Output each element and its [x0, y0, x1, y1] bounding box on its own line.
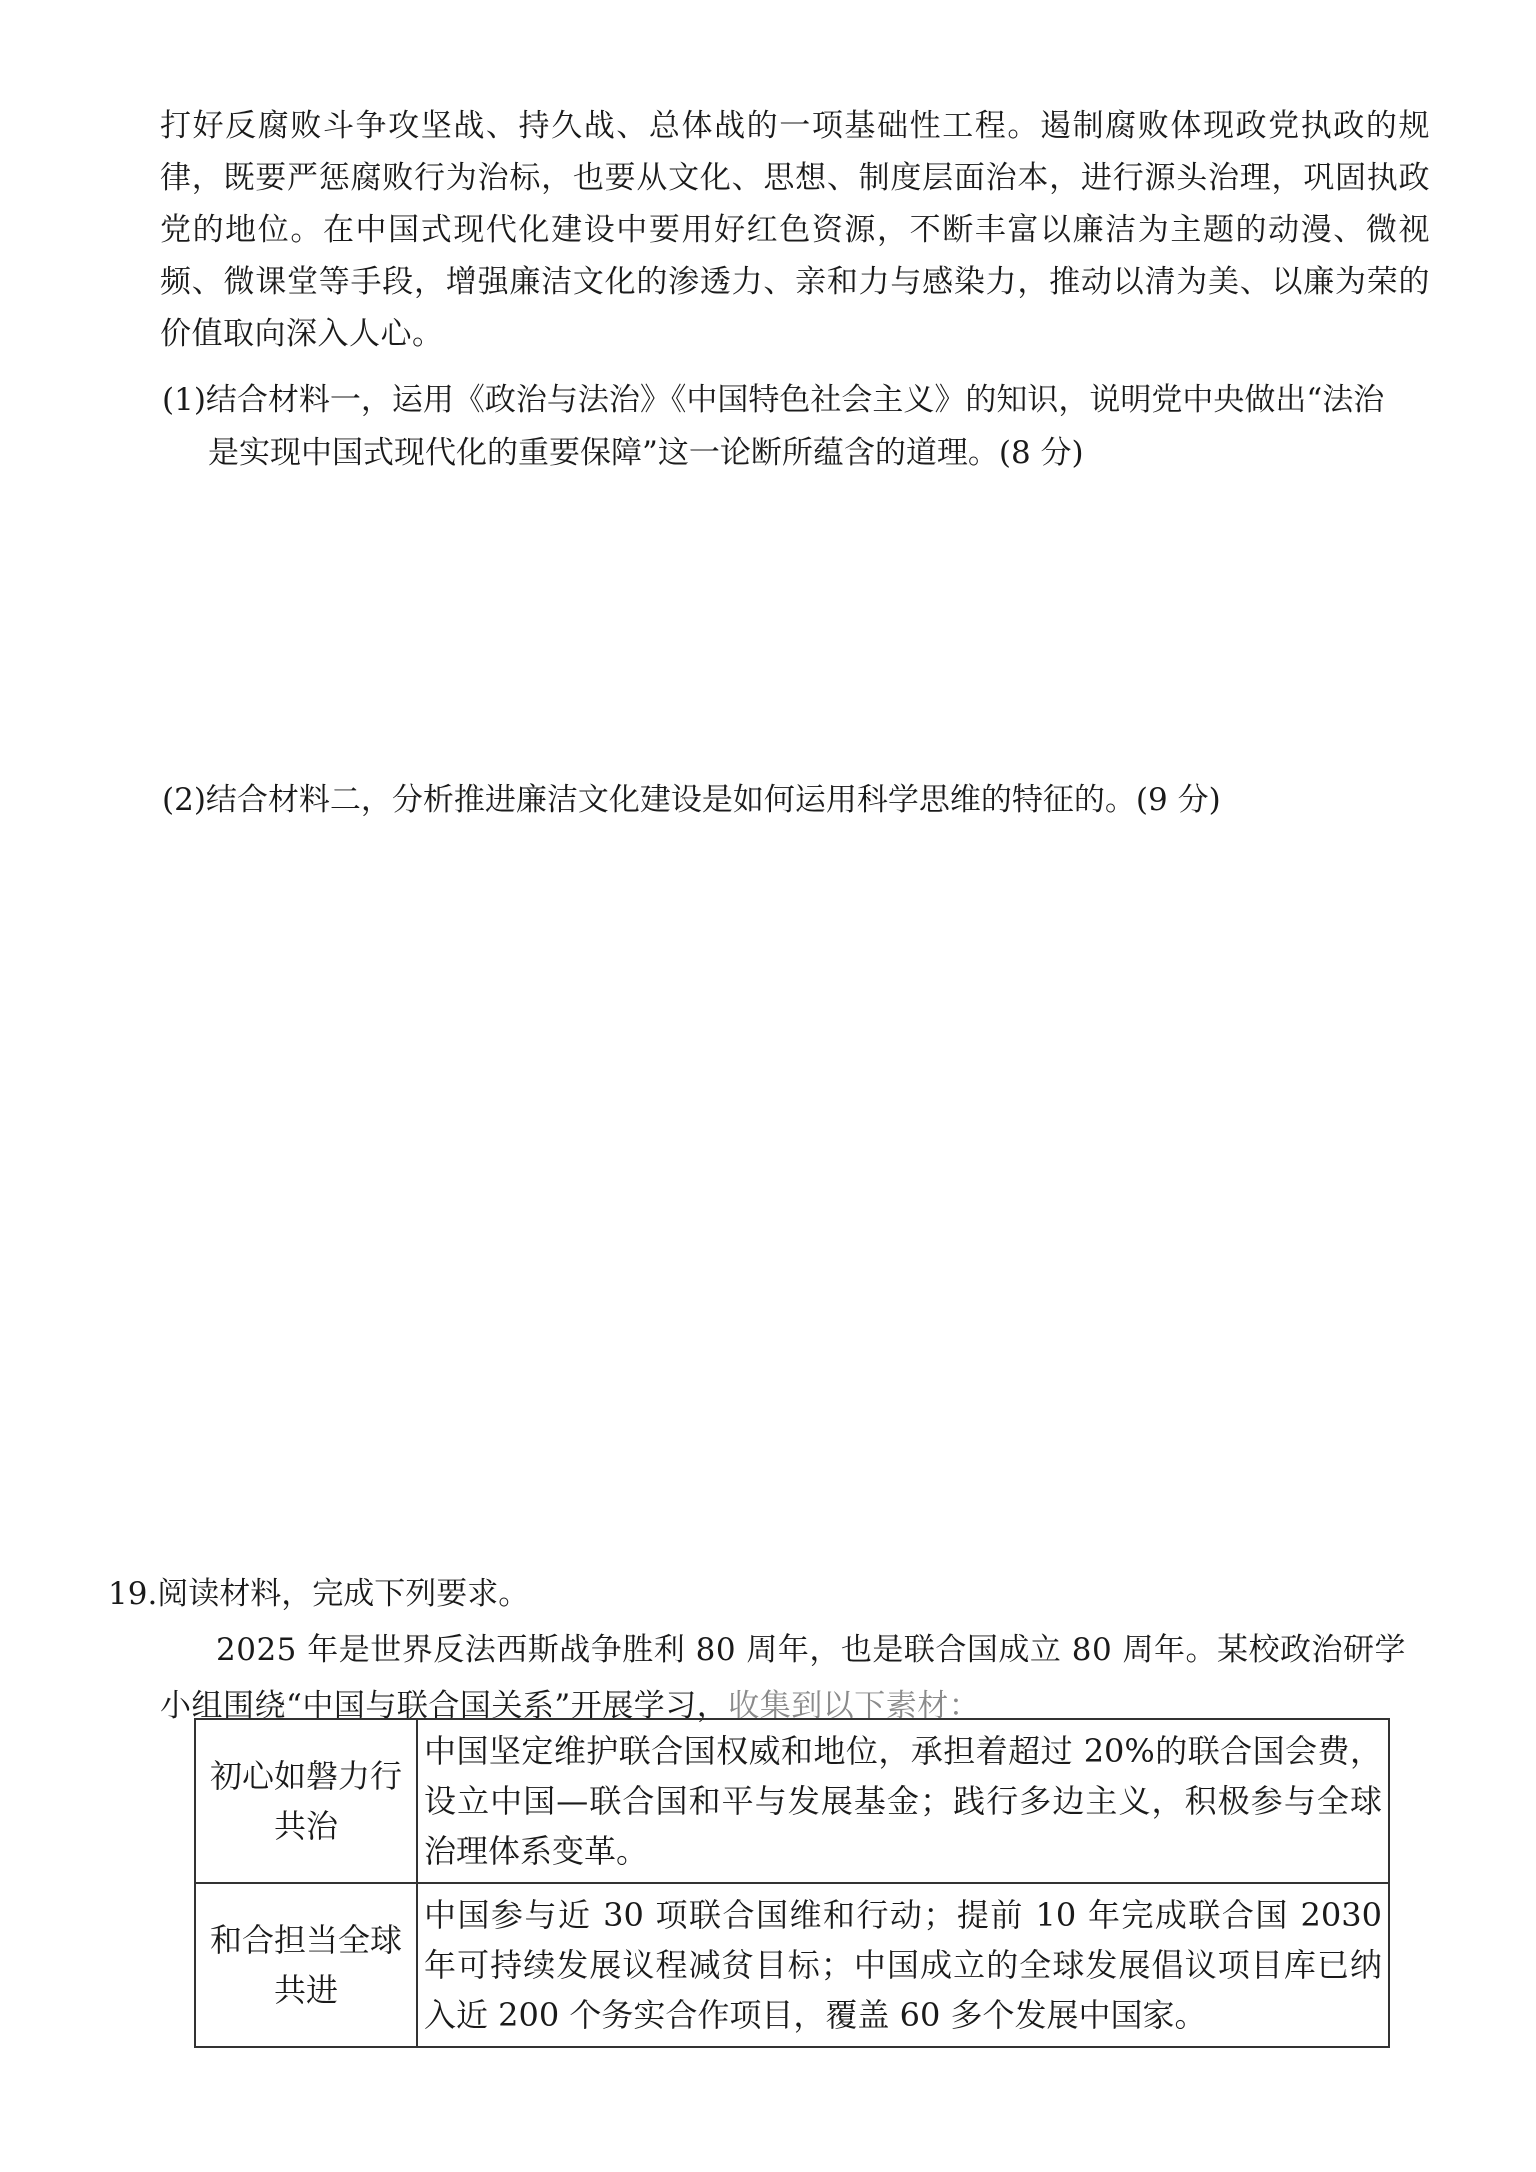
material-table: [194, 1718, 1390, 2048]
question-18-part-2: (2)结合材料二，分析推进廉洁文化建设是如何运用科学思维的特征的。(9 分): [162, 782, 1221, 818]
table-row-heading: 和合担当全球共进: [195, 1883, 417, 2047]
table-row: [195, 1883, 1389, 2047]
table-row-heading: 初心如磐力行共治: [195, 1719, 417, 1883]
table-row: [195, 1719, 1389, 1883]
question-18-part-1-line-1: (1)结合材料一，运用《政治与法治》《中国特色社会主义》的知识，说明党中央做出“法治: [162, 382, 1385, 418]
question-19-intro-faded: 收集到以下素材：: [728, 1688, 981, 1724]
table-row-content: 中国坚定维护联合国权威和地位，承担着超过 20%的联合国会费，设立中国—联合国和平与发展基金；践行多边主义，积极参与全球治理体系变革。: [417, 1719, 1389, 1883]
question-19-intro-text: 2025 年是世界反法西斯战争胜利 80 周年，也是联合国成立 80 周年。某校政治研学小组围绕“中国与联合国关系”开展学习，: [160, 1632, 1407, 1724]
material-two-continuation: 打好反腐败斗争攻坚战、持久战、总体战的一项基础性工程。遏制腐败体现政党执政的规律，既要严惩腐败行为治标，也要从文化、思想、制度层面治本，进行源头治理，巩固执政党的地位。在中国式现代化建设中要用好红色资源，不断丰富以廉洁为主题的动漫、微视频、微课堂等手段，增强廉洁文化的渗透力、亲和力与感染力，推动以清为美、以廉为荣的价值取向深入人心。: [160, 108, 1430, 352]
table-row-content: 中国参与近 30 项联合国维和行动；提前 10 年完成联合国 2030 年可持续发展议程减贫目标；中国成立的全球发展倡议项目库已纳入近 200 个务实合作项目，覆盖 60 多个发展中国家。: [417, 1883, 1389, 2047]
question-18-part-1: [162, 374, 1430, 480]
question-19-title: 19.阅读材料，完成下列要求。: [108, 1576, 530, 1612]
question-18-part-1-line-2: 是实现中国式现代化的重要保障”这一论断所蕴含的道理。(8 分): [208, 435, 1084, 471]
